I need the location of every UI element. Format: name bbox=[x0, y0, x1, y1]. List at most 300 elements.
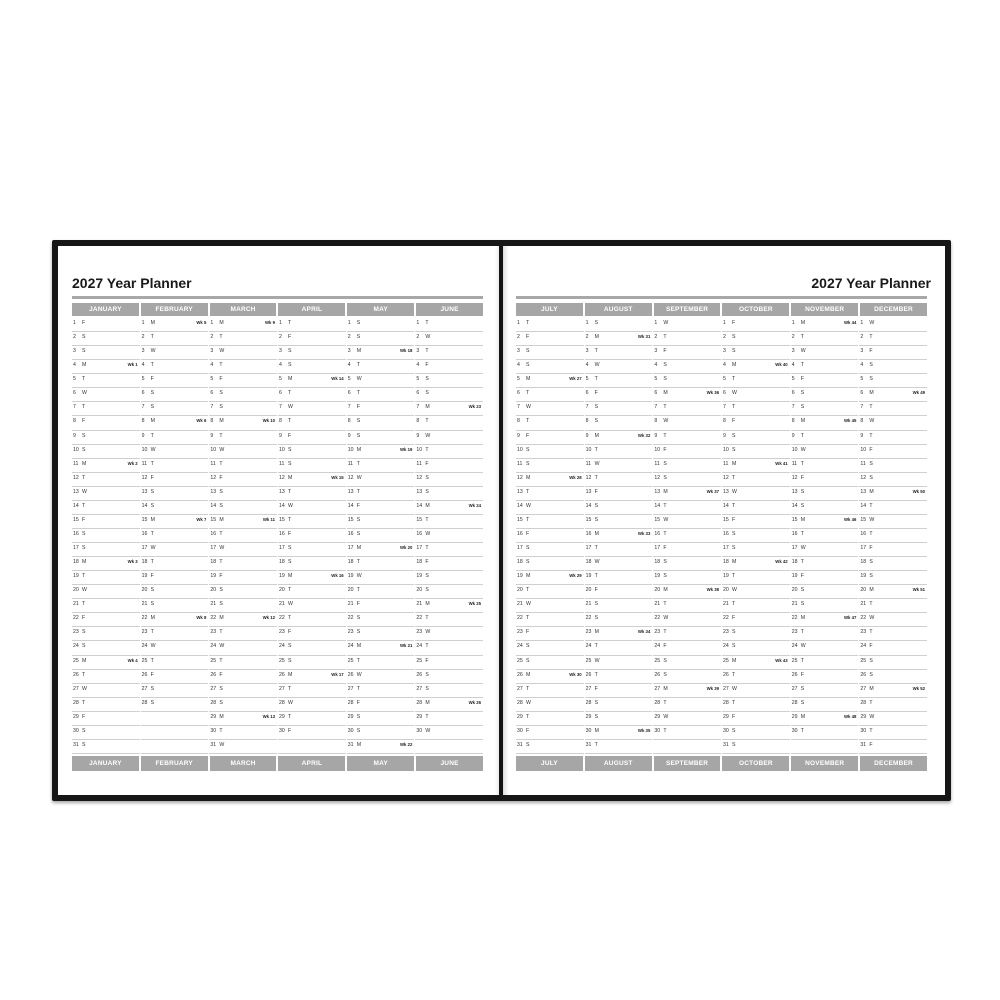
day-cell[interactable] bbox=[859, 388, 927, 402]
day-cell[interactable] bbox=[859, 557, 927, 571]
day-cell[interactable] bbox=[209, 416, 277, 430]
day-cell[interactable] bbox=[209, 684, 277, 698]
day-cell[interactable] bbox=[141, 599, 209, 613]
day-cell[interactable] bbox=[859, 599, 927, 613]
day-cell[interactable] bbox=[859, 459, 927, 473]
day-cell[interactable] bbox=[278, 641, 346, 655]
day-cell[interactable] bbox=[347, 332, 415, 346]
day-cell[interactable] bbox=[859, 487, 927, 501]
day-cell[interactable] bbox=[347, 459, 415, 473]
day-cell[interactable] bbox=[516, 698, 584, 712]
day-cell[interactable] bbox=[516, 684, 584, 698]
day-cell[interactable] bbox=[859, 346, 927, 360]
day-cell[interactable] bbox=[415, 374, 483, 388]
day-cell[interactable] bbox=[653, 388, 721, 402]
day-cell[interactable] bbox=[209, 726, 277, 740]
day-cell[interactable] bbox=[278, 684, 346, 698]
day-cell[interactable] bbox=[347, 571, 415, 585]
day-cell[interactable] bbox=[72, 360, 140, 374]
day-cell[interactable] bbox=[722, 501, 790, 515]
day-cell[interactable] bbox=[347, 740, 415, 754]
day-cell[interactable] bbox=[585, 388, 653, 402]
day-cell[interactable] bbox=[585, 473, 653, 487]
day-cell[interactable] bbox=[722, 360, 790, 374]
day-cell[interactable] bbox=[791, 529, 859, 543]
day-cell[interactable] bbox=[585, 726, 653, 740]
day-cell[interactable] bbox=[653, 641, 721, 655]
day-cell[interactable] bbox=[585, 698, 653, 712]
day-cell[interactable] bbox=[347, 698, 415, 712]
day-cell[interactable] bbox=[278, 627, 346, 641]
day-cell[interactable] bbox=[415, 627, 483, 641]
day-cell[interactable] bbox=[722, 487, 790, 501]
day-cell[interactable] bbox=[278, 318, 346, 332]
day-cell[interactable] bbox=[859, 374, 927, 388]
day-cell[interactable] bbox=[209, 318, 277, 332]
day-cell[interactable] bbox=[209, 360, 277, 374]
day-cell[interactable] bbox=[516, 318, 584, 332]
day-cell[interactable] bbox=[72, 501, 140, 515]
day-cell[interactable] bbox=[585, 402, 653, 416]
day-cell[interactable] bbox=[585, 332, 653, 346]
day-cell[interactable] bbox=[585, 318, 653, 332]
day-cell[interactable] bbox=[585, 599, 653, 613]
day-cell[interactable] bbox=[859, 684, 927, 698]
day-cell[interactable] bbox=[415, 543, 483, 557]
day-cell[interactable] bbox=[791, 613, 859, 627]
day-cell[interactable] bbox=[278, 388, 346, 402]
day-cell[interactable] bbox=[653, 346, 721, 360]
day-cell[interactable] bbox=[415, 698, 483, 712]
day-cell[interactable] bbox=[585, 712, 653, 726]
day-cell[interactable] bbox=[209, 431, 277, 445]
day-cell[interactable] bbox=[347, 416, 415, 430]
day-cell[interactable] bbox=[141, 459, 209, 473]
day-cell[interactable] bbox=[722, 684, 790, 698]
day-cell[interactable] bbox=[72, 374, 140, 388]
day-cell[interactable] bbox=[516, 585, 584, 599]
day-cell[interactable] bbox=[347, 487, 415, 501]
day-cell[interactable] bbox=[585, 656, 653, 670]
day-cell[interactable] bbox=[585, 670, 653, 684]
day-cell[interactable] bbox=[791, 346, 859, 360]
day-cell[interactable] bbox=[141, 515, 209, 529]
day-cell[interactable] bbox=[415, 585, 483, 599]
day-cell[interactable] bbox=[859, 529, 927, 543]
day-cell[interactable] bbox=[859, 501, 927, 515]
day-cell[interactable] bbox=[791, 374, 859, 388]
day-cell[interactable] bbox=[653, 712, 721, 726]
day-cell[interactable] bbox=[141, 641, 209, 655]
day-cell[interactable] bbox=[209, 557, 277, 571]
day-cell[interactable] bbox=[141, 557, 209, 571]
day-cell[interactable] bbox=[653, 445, 721, 459]
day-cell[interactable] bbox=[791, 360, 859, 374]
day-cell[interactable] bbox=[347, 402, 415, 416]
day-cell[interactable] bbox=[516, 529, 584, 543]
day-cell[interactable] bbox=[516, 740, 584, 754]
day-cell[interactable] bbox=[516, 501, 584, 515]
day-cell[interactable] bbox=[722, 740, 790, 754]
day-cell[interactable] bbox=[347, 684, 415, 698]
day-cell[interactable] bbox=[722, 388, 790, 402]
day-cell[interactable] bbox=[278, 346, 346, 360]
day-cell[interactable] bbox=[653, 613, 721, 627]
day-cell[interactable] bbox=[791, 515, 859, 529]
day-cell[interactable] bbox=[585, 684, 653, 698]
day-cell[interactable] bbox=[141, 684, 209, 698]
day-cell[interactable] bbox=[791, 656, 859, 670]
day-cell[interactable] bbox=[209, 585, 277, 599]
day-cell[interactable] bbox=[415, 318, 483, 332]
day-cell[interactable] bbox=[859, 641, 927, 655]
day-cell[interactable] bbox=[722, 318, 790, 332]
day-cell[interactable] bbox=[722, 585, 790, 599]
day-cell[interactable] bbox=[516, 670, 584, 684]
day-cell[interactable] bbox=[653, 332, 721, 346]
day-cell[interactable] bbox=[347, 613, 415, 627]
day-cell[interactable] bbox=[722, 332, 790, 346]
day-cell[interactable] bbox=[516, 613, 584, 627]
day-cell[interactable] bbox=[278, 360, 346, 374]
day-cell[interactable] bbox=[585, 445, 653, 459]
day-cell[interactable] bbox=[415, 346, 483, 360]
day-cell[interactable] bbox=[653, 473, 721, 487]
day-cell[interactable] bbox=[209, 641, 277, 655]
day-cell[interactable] bbox=[516, 712, 584, 726]
day-cell[interactable] bbox=[72, 388, 140, 402]
day-cell[interactable] bbox=[347, 445, 415, 459]
day-cell[interactable] bbox=[722, 473, 790, 487]
day-cell[interactable] bbox=[347, 529, 415, 543]
day-cell[interactable] bbox=[72, 557, 140, 571]
day-cell[interactable] bbox=[653, 515, 721, 529]
day-cell[interactable] bbox=[516, 571, 584, 585]
day-cell[interactable] bbox=[722, 641, 790, 655]
day-cell[interactable] bbox=[209, 515, 277, 529]
day-cell[interactable] bbox=[859, 670, 927, 684]
day-cell[interactable] bbox=[141, 431, 209, 445]
day-cell[interactable] bbox=[516, 374, 584, 388]
day-cell[interactable] bbox=[791, 712, 859, 726]
day-cell[interactable] bbox=[653, 684, 721, 698]
day-cell[interactable] bbox=[585, 431, 653, 445]
day-cell[interactable] bbox=[791, 445, 859, 459]
day-cell[interactable] bbox=[209, 501, 277, 515]
day-cell[interactable] bbox=[415, 501, 483, 515]
day-cell[interactable] bbox=[141, 585, 209, 599]
day-cell[interactable] bbox=[141, 374, 209, 388]
day-cell[interactable] bbox=[278, 416, 346, 430]
day-cell[interactable] bbox=[791, 726, 859, 740]
day-cell[interactable] bbox=[415, 641, 483, 655]
day-cell[interactable] bbox=[859, 726, 927, 740]
day-cell[interactable] bbox=[859, 656, 927, 670]
day-cell[interactable] bbox=[791, 332, 859, 346]
day-cell[interactable] bbox=[859, 360, 927, 374]
day-cell[interactable] bbox=[722, 613, 790, 627]
day-cell[interactable] bbox=[653, 487, 721, 501]
day-cell[interactable] bbox=[859, 571, 927, 585]
day-cell[interactable] bbox=[278, 501, 346, 515]
day-cell[interactable] bbox=[278, 431, 346, 445]
day-cell[interactable] bbox=[415, 529, 483, 543]
day-cell[interactable] bbox=[653, 599, 721, 613]
day-cell[interactable] bbox=[585, 740, 653, 754]
day-cell[interactable] bbox=[72, 473, 140, 487]
day-cell[interactable] bbox=[585, 627, 653, 641]
day-cell[interactable] bbox=[209, 374, 277, 388]
day-cell[interactable] bbox=[347, 473, 415, 487]
day-cell[interactable] bbox=[209, 529, 277, 543]
day-cell[interactable] bbox=[72, 585, 140, 599]
day-cell[interactable] bbox=[347, 360, 415, 374]
day-cell[interactable] bbox=[653, 670, 721, 684]
day-cell[interactable] bbox=[72, 431, 140, 445]
day-cell[interactable] bbox=[278, 613, 346, 627]
day-cell[interactable] bbox=[415, 445, 483, 459]
day-cell[interactable] bbox=[516, 431, 584, 445]
day-cell[interactable] bbox=[722, 571, 790, 585]
day-cell[interactable] bbox=[209, 543, 277, 557]
day-cell[interactable] bbox=[585, 416, 653, 430]
day-cell[interactable] bbox=[347, 712, 415, 726]
day-cell[interactable] bbox=[516, 543, 584, 557]
day-cell[interactable] bbox=[722, 543, 790, 557]
day-cell[interactable] bbox=[516, 416, 584, 430]
day-cell[interactable] bbox=[415, 402, 483, 416]
day-cell[interactable] bbox=[859, 613, 927, 627]
day-cell[interactable] bbox=[72, 740, 140, 754]
day-cell[interactable] bbox=[585, 374, 653, 388]
day-cell[interactable] bbox=[585, 501, 653, 515]
day-cell[interactable] bbox=[209, 388, 277, 402]
day-cell[interactable] bbox=[415, 416, 483, 430]
day-cell[interactable] bbox=[415, 571, 483, 585]
day-cell[interactable] bbox=[722, 515, 790, 529]
day-cell[interactable] bbox=[415, 388, 483, 402]
day-cell[interactable] bbox=[859, 473, 927, 487]
day-cell[interactable] bbox=[141, 670, 209, 684]
day-cell[interactable] bbox=[722, 627, 790, 641]
day-cell[interactable] bbox=[347, 627, 415, 641]
day-cell[interactable] bbox=[347, 515, 415, 529]
day-cell[interactable] bbox=[415, 487, 483, 501]
day-cell[interactable] bbox=[415, 656, 483, 670]
day-cell[interactable] bbox=[347, 346, 415, 360]
day-cell[interactable] bbox=[347, 656, 415, 670]
day-cell[interactable] bbox=[722, 599, 790, 613]
day-cell[interactable] bbox=[653, 656, 721, 670]
day-cell[interactable] bbox=[585, 529, 653, 543]
day-cell[interactable] bbox=[516, 487, 584, 501]
day-cell[interactable] bbox=[72, 515, 140, 529]
day-cell[interactable] bbox=[585, 360, 653, 374]
day-cell[interactable] bbox=[791, 318, 859, 332]
day-cell[interactable] bbox=[516, 346, 584, 360]
day-cell[interactable] bbox=[141, 613, 209, 627]
day-cell[interactable] bbox=[347, 388, 415, 402]
day-cell[interactable] bbox=[278, 515, 346, 529]
day-cell[interactable] bbox=[415, 473, 483, 487]
day-cell[interactable] bbox=[141, 445, 209, 459]
day-cell[interactable] bbox=[72, 613, 140, 627]
day-cell[interactable] bbox=[347, 599, 415, 613]
day-cell[interactable] bbox=[141, 473, 209, 487]
day-cell[interactable] bbox=[209, 613, 277, 627]
day-cell[interactable] bbox=[415, 332, 483, 346]
day-cell[interactable] bbox=[278, 487, 346, 501]
day-cell[interactable] bbox=[791, 473, 859, 487]
day-cell[interactable] bbox=[347, 557, 415, 571]
day-cell[interactable] bbox=[653, 529, 721, 543]
day-cell[interactable] bbox=[859, 698, 927, 712]
day-cell[interactable] bbox=[72, 726, 140, 740]
day-cell[interactable] bbox=[209, 627, 277, 641]
day-cell[interactable] bbox=[278, 459, 346, 473]
day-cell[interactable] bbox=[209, 599, 277, 613]
day-cell[interactable] bbox=[415, 515, 483, 529]
day-cell[interactable] bbox=[722, 726, 790, 740]
day-cell[interactable] bbox=[791, 388, 859, 402]
day-cell[interactable] bbox=[859, 627, 927, 641]
day-cell[interactable] bbox=[278, 445, 346, 459]
day-cell[interactable] bbox=[141, 487, 209, 501]
day-cell[interactable] bbox=[72, 445, 140, 459]
day-cell[interactable] bbox=[141, 529, 209, 543]
day-cell[interactable] bbox=[278, 656, 346, 670]
day-cell[interactable] bbox=[653, 402, 721, 416]
day-cell[interactable] bbox=[585, 641, 653, 655]
day-cell[interactable] bbox=[791, 501, 859, 515]
day-cell[interactable] bbox=[347, 670, 415, 684]
day-cell[interactable] bbox=[516, 445, 584, 459]
day-cell[interactable] bbox=[722, 712, 790, 726]
day-cell[interactable] bbox=[72, 684, 140, 698]
day-cell[interactable] bbox=[859, 431, 927, 445]
day-cell[interactable] bbox=[791, 487, 859, 501]
day-cell[interactable] bbox=[278, 557, 346, 571]
day-cell[interactable] bbox=[516, 332, 584, 346]
day-cell[interactable] bbox=[653, 571, 721, 585]
day-cell[interactable] bbox=[653, 360, 721, 374]
day-cell[interactable] bbox=[859, 402, 927, 416]
day-cell[interactable] bbox=[72, 712, 140, 726]
day-cell[interactable] bbox=[72, 670, 140, 684]
day-cell[interactable] bbox=[516, 459, 584, 473]
day-cell[interactable] bbox=[859, 445, 927, 459]
day-cell[interactable] bbox=[209, 571, 277, 585]
day-cell[interactable] bbox=[585, 543, 653, 557]
day-cell[interactable] bbox=[72, 402, 140, 416]
day-cell[interactable] bbox=[722, 670, 790, 684]
day-cell[interactable] bbox=[141, 360, 209, 374]
day-cell[interactable] bbox=[722, 656, 790, 670]
day-cell[interactable] bbox=[209, 459, 277, 473]
day-cell[interactable] bbox=[516, 402, 584, 416]
day-cell[interactable] bbox=[415, 726, 483, 740]
day-cell[interactable] bbox=[722, 557, 790, 571]
day-cell[interactable] bbox=[72, 346, 140, 360]
day-cell[interactable] bbox=[209, 670, 277, 684]
day-cell[interactable] bbox=[72, 459, 140, 473]
day-cell[interactable] bbox=[141, 698, 209, 712]
day-cell[interactable] bbox=[278, 585, 346, 599]
day-cell[interactable] bbox=[72, 698, 140, 712]
day-cell[interactable] bbox=[859, 318, 927, 332]
day-cell[interactable] bbox=[141, 501, 209, 515]
day-cell[interactable] bbox=[72, 487, 140, 501]
day-cell[interactable] bbox=[72, 416, 140, 430]
day-cell[interactable] bbox=[72, 543, 140, 557]
day-cell[interactable] bbox=[791, 641, 859, 655]
day-cell[interactable] bbox=[209, 487, 277, 501]
day-cell[interactable] bbox=[585, 571, 653, 585]
day-cell[interactable] bbox=[722, 459, 790, 473]
day-cell[interactable] bbox=[141, 627, 209, 641]
day-cell[interactable] bbox=[415, 670, 483, 684]
day-cell[interactable] bbox=[141, 543, 209, 557]
day-cell[interactable] bbox=[415, 557, 483, 571]
day-cell[interactable] bbox=[72, 641, 140, 655]
day-cell[interactable] bbox=[722, 374, 790, 388]
day-cell[interactable] bbox=[141, 656, 209, 670]
day-cell[interactable] bbox=[278, 332, 346, 346]
day-cell[interactable] bbox=[141, 332, 209, 346]
day-cell[interactable] bbox=[72, 318, 140, 332]
day-cell[interactable] bbox=[72, 656, 140, 670]
day-cell[interactable] bbox=[516, 515, 584, 529]
day-cell[interactable] bbox=[141, 402, 209, 416]
day-cell[interactable] bbox=[278, 402, 346, 416]
day-cell[interactable] bbox=[141, 571, 209, 585]
day-cell[interactable] bbox=[791, 543, 859, 557]
day-cell[interactable] bbox=[278, 599, 346, 613]
day-cell[interactable] bbox=[585, 346, 653, 360]
day-cell[interactable] bbox=[791, 684, 859, 698]
day-cell[interactable] bbox=[585, 515, 653, 529]
day-cell[interactable] bbox=[516, 473, 584, 487]
day-cell[interactable] bbox=[278, 374, 346, 388]
day-cell[interactable] bbox=[72, 571, 140, 585]
day-cell[interactable] bbox=[653, 627, 721, 641]
day-cell[interactable] bbox=[791, 698, 859, 712]
day-cell[interactable] bbox=[722, 416, 790, 430]
day-cell[interactable] bbox=[72, 599, 140, 613]
day-cell[interactable] bbox=[516, 599, 584, 613]
day-cell[interactable] bbox=[722, 529, 790, 543]
day-cell[interactable] bbox=[278, 529, 346, 543]
day-cell[interactable] bbox=[722, 346, 790, 360]
day-cell[interactable] bbox=[209, 445, 277, 459]
day-cell[interactable] bbox=[859, 515, 927, 529]
day-cell[interactable] bbox=[347, 543, 415, 557]
day-cell[interactable] bbox=[516, 641, 584, 655]
day-cell[interactable] bbox=[722, 698, 790, 712]
day-cell[interactable] bbox=[653, 501, 721, 515]
day-cell[interactable] bbox=[141, 346, 209, 360]
day-cell[interactable] bbox=[516, 627, 584, 641]
day-cell[interactable] bbox=[209, 698, 277, 712]
day-cell[interactable] bbox=[653, 431, 721, 445]
day-cell[interactable] bbox=[209, 473, 277, 487]
day-cell[interactable] bbox=[415, 684, 483, 698]
day-cell[interactable] bbox=[141, 388, 209, 402]
day-cell[interactable] bbox=[791, 627, 859, 641]
day-cell[interactable] bbox=[791, 402, 859, 416]
day-cell[interactable] bbox=[278, 670, 346, 684]
day-cell[interactable] bbox=[209, 402, 277, 416]
